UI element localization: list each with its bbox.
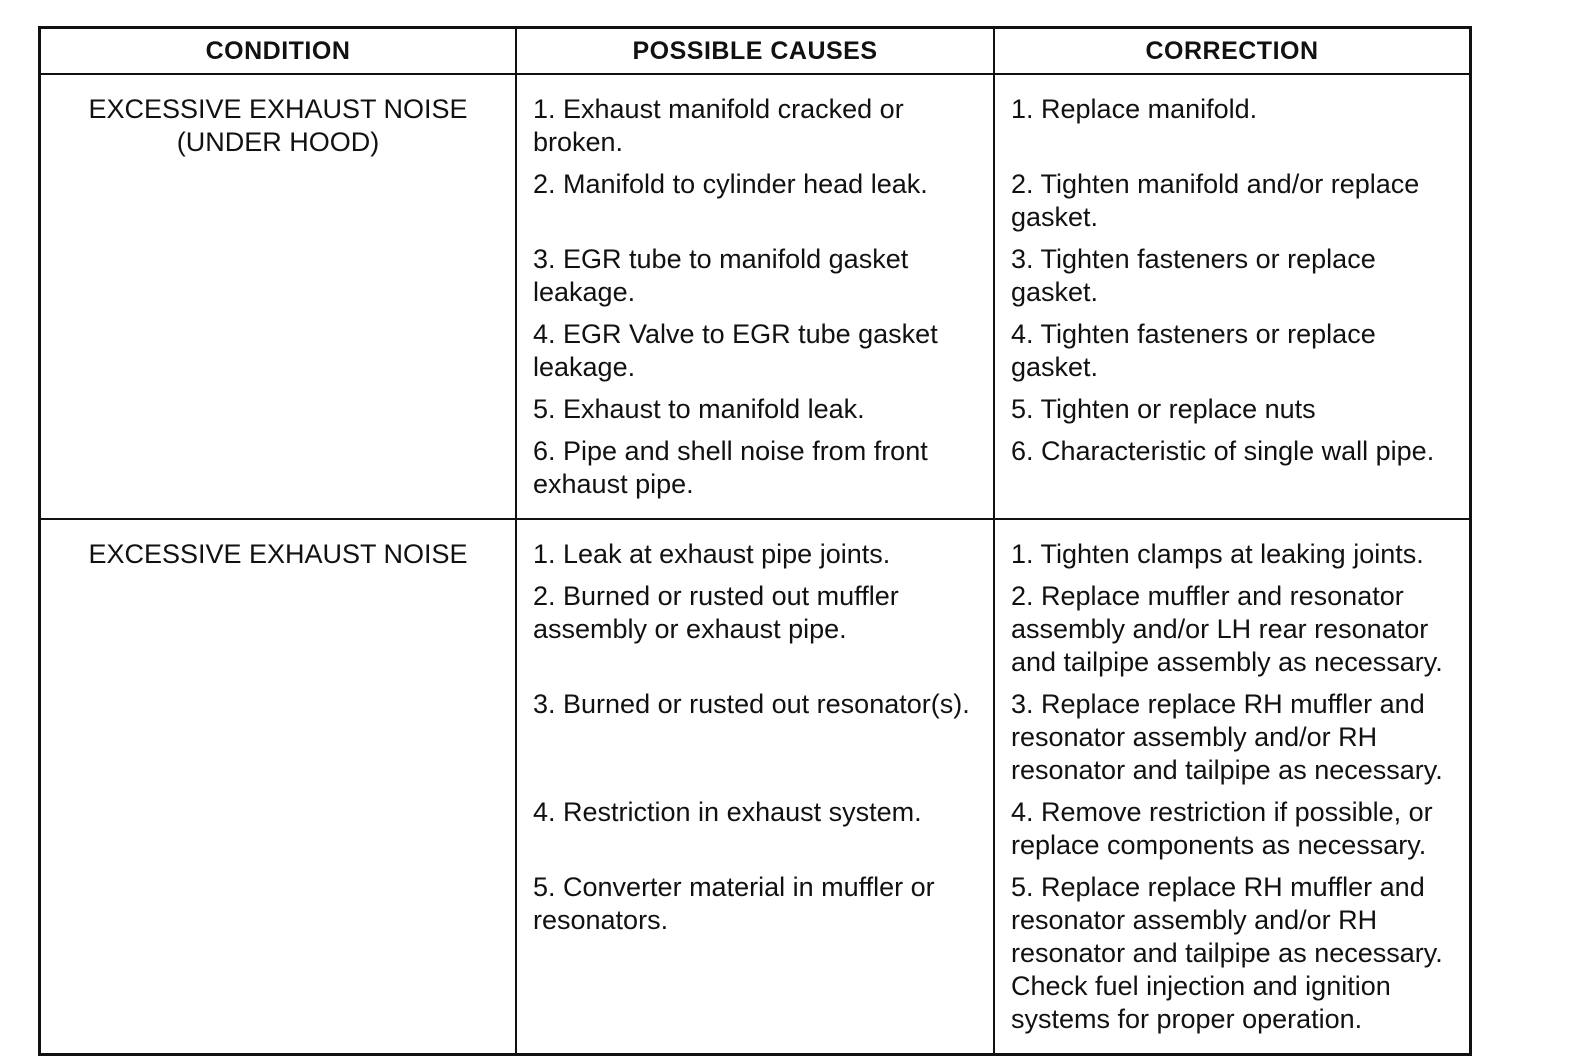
cause-item: 6. Pipe and shell noise from front exhaust pipe.: [533, 436, 928, 499]
diagnosis-table: [38, 26, 1472, 1056]
header-possible-causes: POSSIBLE CAUSES: [517, 29, 995, 75]
cause-item: 5. Converter material in muffler or resonators.: [533, 872, 935, 935]
condition-text: EXCESSIVE EXHAUST NOISE: [88, 539, 468, 569]
cause-item: 4. Restriction in exhaust system.: [533, 797, 922, 827]
correction-item: 6. Characteristic of single wall pipe.: [1011, 436, 1435, 466]
cause-item: 3. EGR tube to manifold gasket leakage.: [533, 244, 909, 307]
condition-cell: [41, 520, 517, 1053]
cause-item: 1. Exhaust manifold cracked or broken.: [533, 94, 904, 157]
cause-item: 4. EGR Valve to EGR tube gasket leakage.: [533, 319, 938, 382]
correction-item: 4. Tighten fasteners or replace gasket.: [1011, 319, 1376, 382]
correction-item: 1. Tighten clamps at leaking joints.: [1011, 539, 1424, 569]
header-condition: CONDITION: [41, 29, 517, 75]
condition-subtext: (UNDER HOOD): [176, 127, 380, 157]
correction-item: 5. Tighten or replace nuts: [1011, 394, 1316, 424]
header-correction: CORRECTION: [995, 29, 1469, 75]
cause-item: 2. Burned or rusted out muffler assembly or exhaust pipe.: [533, 581, 899, 644]
cause-item: 3. Burned or rusted out resonator(s).: [533, 689, 970, 719]
correction-item: 2. Replace muffler and resonator assembly and/or LH rear resonator and tailpipe assembly as necessary.: [1011, 581, 1443, 677]
cause-item: 1. Leak at exhaust pipe joints.: [533, 539, 891, 569]
causes-cell: [517, 75, 995, 518]
table-group: [41, 75, 1469, 520]
correction-cell: [995, 75, 1469, 518]
correction-item: 3. Tighten fasteners or replace gasket.: [1011, 244, 1376, 307]
correction-item: 5. Replace replace RH muffler and resonator assembly and/or RH resonator and tailpipe as necessary. Check fuel injection and ignition systems for proper operation.: [1011, 872, 1443, 1034]
correction-item: 4. Remove restriction if possible, or replace components as necessary.: [1011, 797, 1433, 860]
table-header-row: [41, 29, 1469, 75]
correction-item: 2. Tighten manifold and/or replace gasket.: [1011, 169, 1420, 232]
condition-text: EXCESSIVE EXHAUST NOISE: [88, 94, 468, 124]
causes-cell: [517, 520, 995, 1053]
condition-cell: [41, 75, 517, 518]
correction-item: 1. Replace manifold.: [1011, 94, 1258, 124]
table-group: [41, 520, 1469, 1053]
correction-cell: [995, 520, 1469, 1053]
cause-item: 5. Exhaust to manifold leak.: [533, 394, 865, 424]
cause-item: 2. Manifold to cylinder head leak.: [533, 169, 928, 199]
correction-item: 3. Replace replace RH muffler and resonator assembly and/or RH resonator and tailpipe as necessary.: [1011, 689, 1443, 785]
